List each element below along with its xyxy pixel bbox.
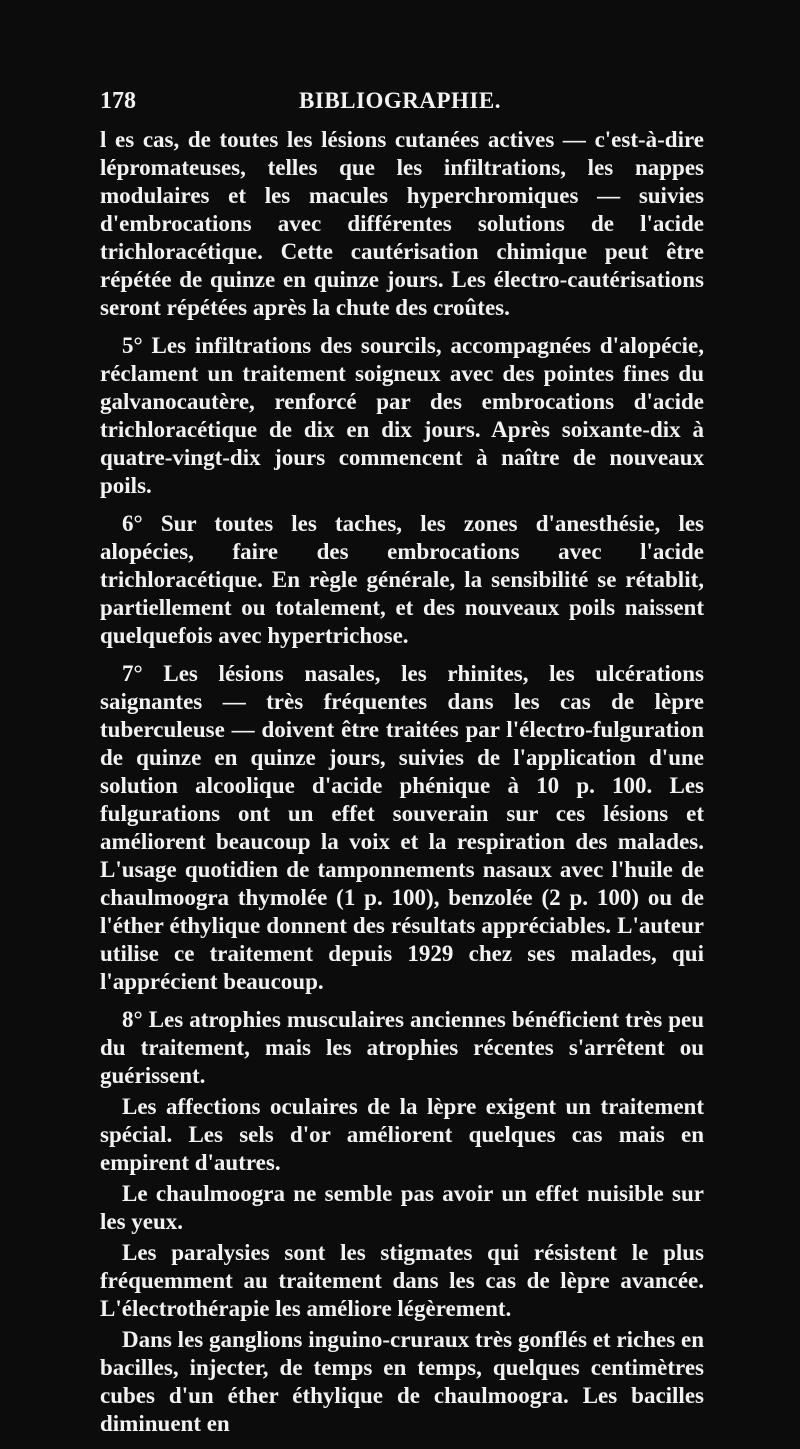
paragraph-ocular: Les affections oculaires de la lèpre exigent un traitement spécial. Les sels d'or améliorent quelques cas mais en empirent d'autres. — [100, 1094, 704, 1175]
paragraph-chaulmoogra-eyes: Le chaulmoogra ne semble pas avoir un effet nuisible sur les yeux. — [100, 1181, 704, 1234]
paragraph-item-5: 5° Les infiltrations des sourcils, accompagnées d'alopécie, réclament un traitement soigneux avec des pointes fines du galvanocautère, renforcé par des embrocations d'acide trichloracétique de dix en dix jours. Après soixante-dix à quatre-vingt-dix jours commencent à naître de nouveaux poils. — [100, 333, 704, 498]
paragraph-paralysis: Les paralysies sont les stigmates qui résistent le plus fréquemment au traitement dans les cas de lèpre avancée. L'électrothérapie les améliore légèrement. — [100, 1240, 704, 1321]
paragraph-ganglions: Dans les ganglions inguino-cruraux très gonflés et riches en bacilles, injecter, de temps en temps, quelques centimètres cubes d'un éther éthylique de chaulmoogra. Les bacilles diminuent en — [100, 1327, 704, 1436]
paragraph-item-6: 6° Sur toutes les taches, les zones d'anesthésie, les alopécies, faire des embrocations avec l'acide trichloracétique. En règle générale, la sensibilité se rétablit, partiellement ou totalement, et des nouveaux poils naissent quelquefois avec hypertrichose. — [100, 511, 704, 648]
paragraph-item-7: 7° Les lésions nasales, les rhinites, les ulcérations saignantes — très fréquentes dans les cas de lèpre tuberculeuse — doivent être traitées par l'électro-fulguration de quinze en quinze jours, suivies de l'application d'une solution alcoolique d'acide phénique à 10 p. 100. Les fulgurations ont un effet souverain sur ces lésions et améliorent beaucoup la voix et la respiration des malades. L'usage quotidien de tamponnements nasaux avec l'huile de chaulmoogra thymolée (1 p. 100), benzolée (2 p. 100) ou de l'éther éthylique donnent des résultats appréciables. L'auteur utilise ce traitement depuis 1929 chez ses malades, qui l'apprécient beaucoup. — [100, 661, 704, 994]
paragraph-item-8: 8° Les atrophies musculaires anciennes bénéficient très peu du traitement, mais les atrophies récentes s'arrêtent ou guérissent. — [100, 1007, 704, 1088]
page-number: 178 — [100, 88, 136, 114]
running-title: BIBLIOGRAPHIE. — [299, 88, 501, 113]
paragraph-continuation: l es cas, de toutes les lésions cutanées actives — c'est-à-dire lépromateuses, telles que les infiltrations, les nappes modulaires et les macules hyperchromiques — suivies d'embrocations avec différentes solutions de l'acide trichloracétique. Cette cautérisation chimique peut être répétée de quinze en quinze jours. Les électro-cautérisations seront répétées après la chute des croûtes. — [100, 127, 704, 320]
page-header — [100, 88, 700, 118]
body-text — [100, 126, 704, 1441]
